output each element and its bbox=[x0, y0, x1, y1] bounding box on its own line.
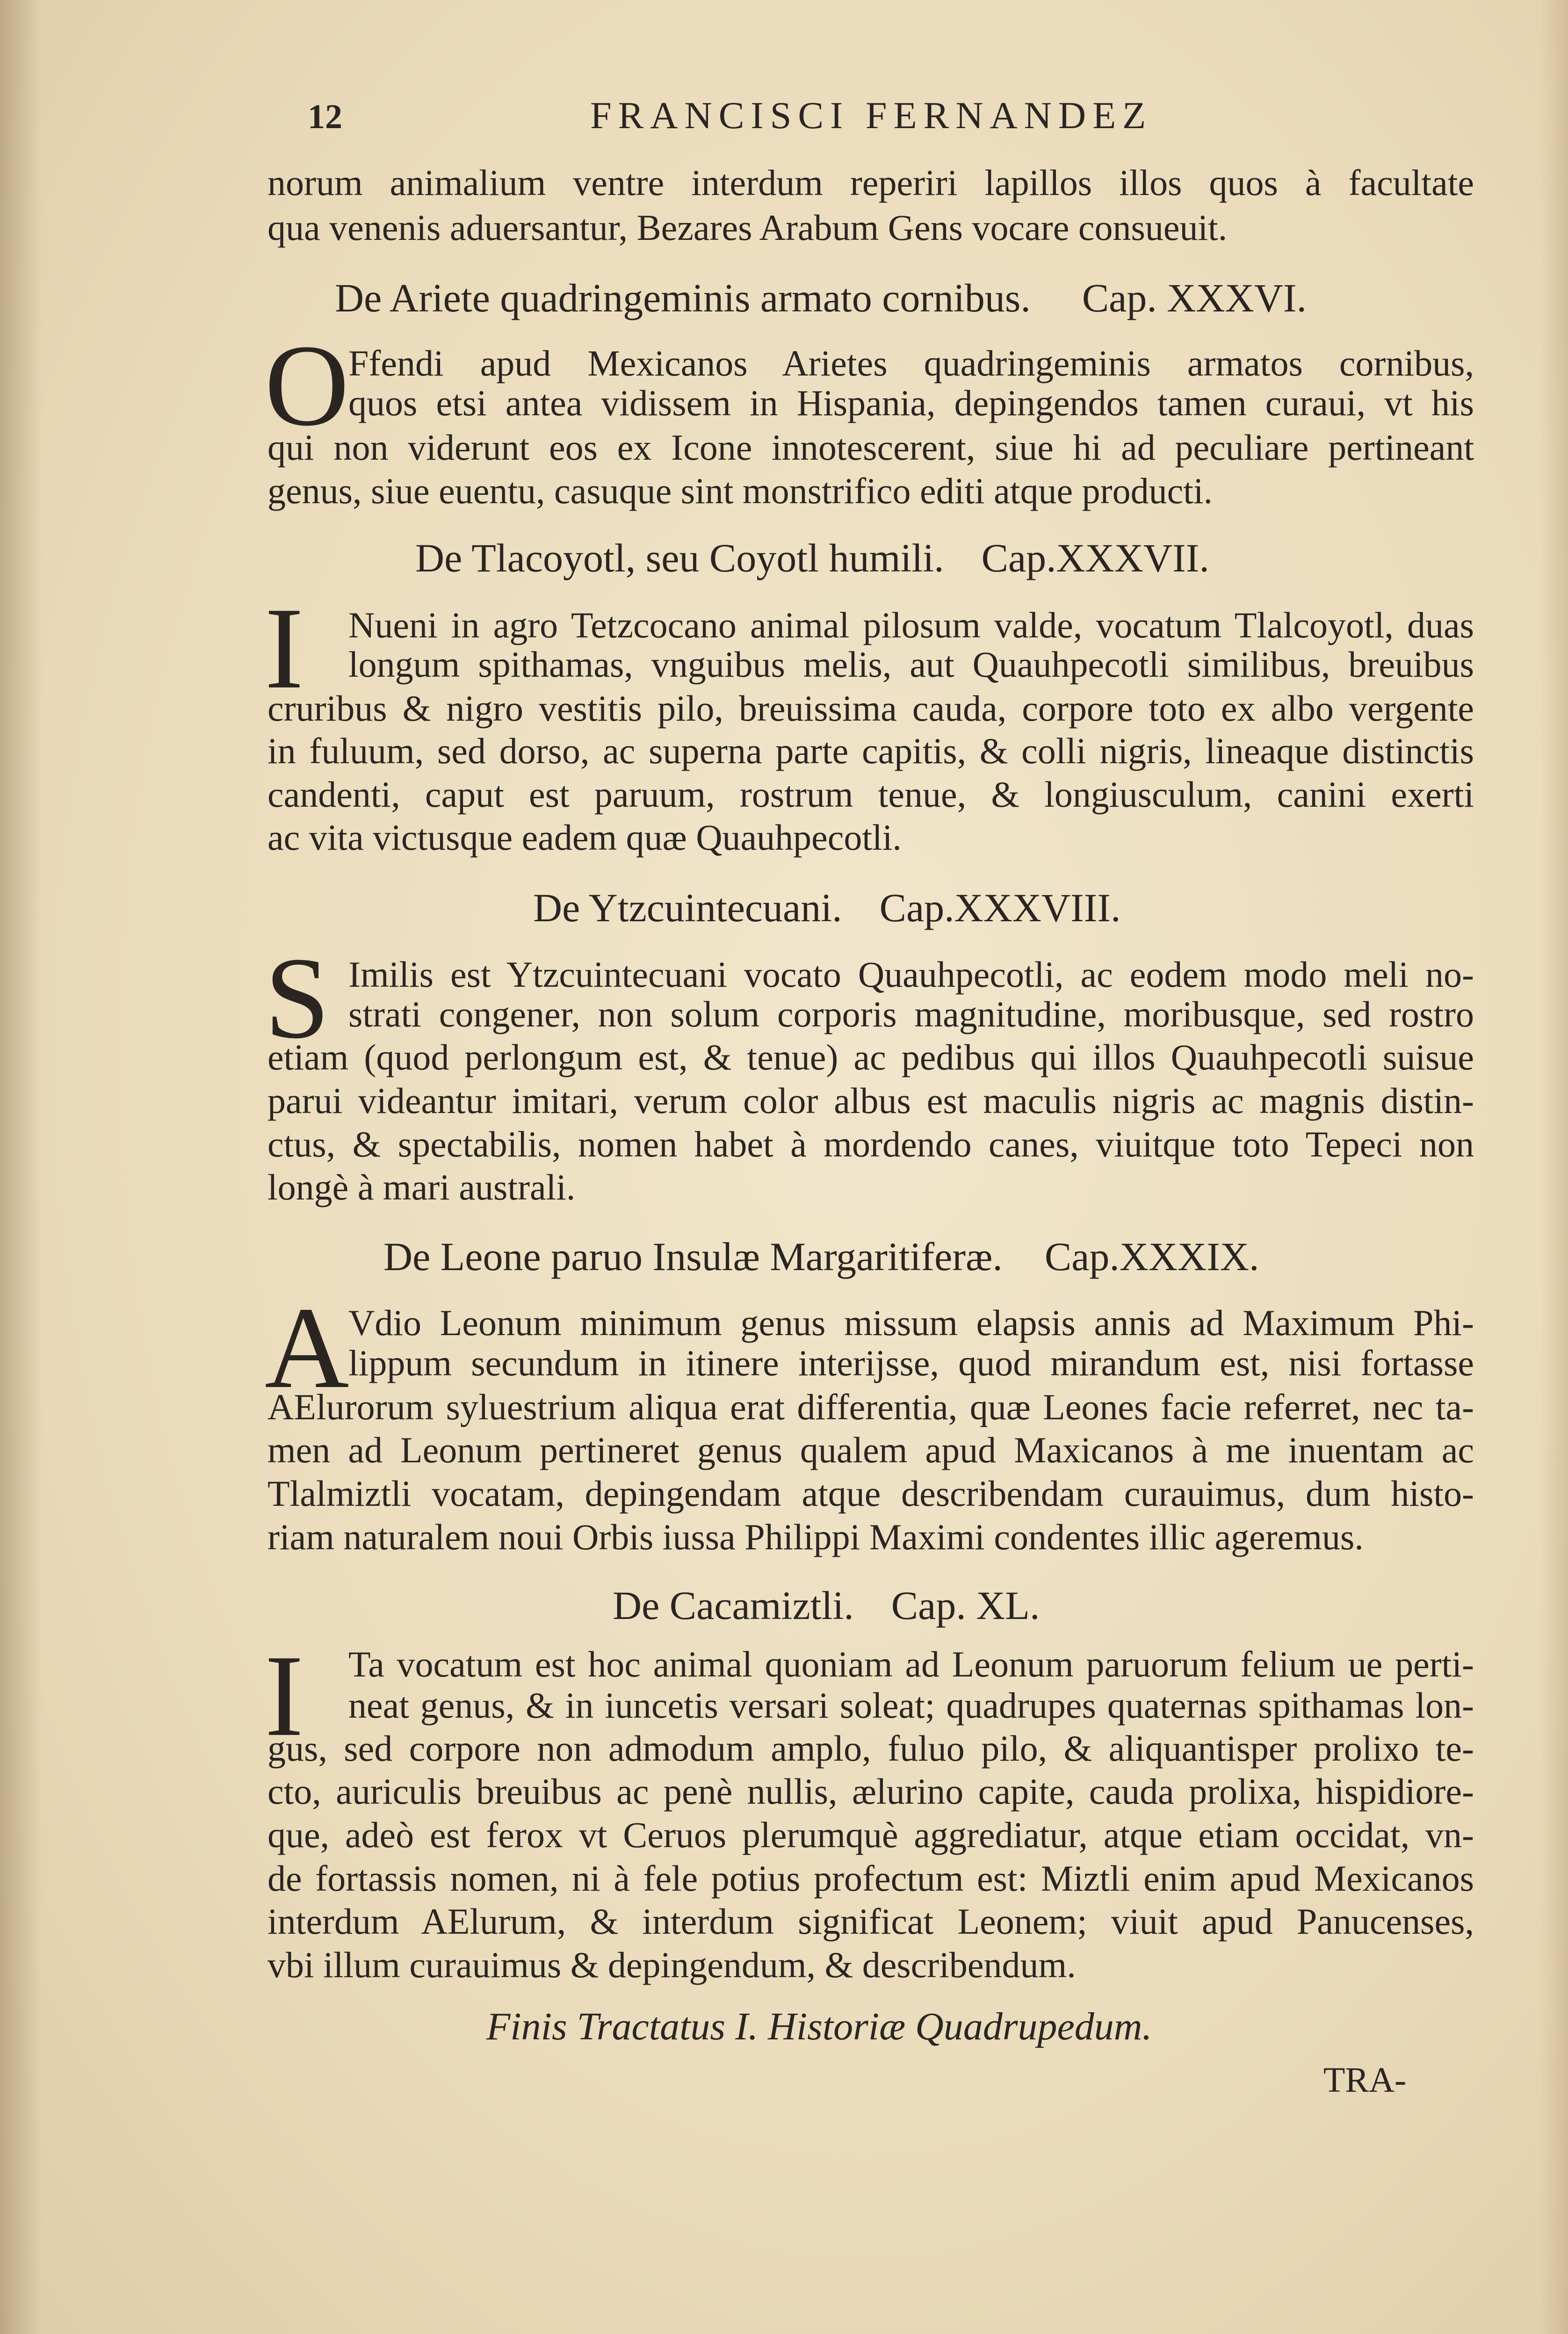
body-line: interdum AElurum, & interdum significat Leonem; viuit apud Panucenses, bbox=[267, 1901, 1474, 1942]
body-line: cto, auriculis breuibus ac penè nullis, ælurino capite, cauda prolixa, hispidiore- bbox=[267, 1771, 1474, 1812]
body-line: de fortassis nomen, ni à fele potius profectum est: Miztli enim apud Mexicanos bbox=[267, 1858, 1474, 1899]
body-line: Nueni in agro Tetzcocano animal pilosum valde, vocatum Tlalcoyotl, duas bbox=[348, 605, 1474, 645]
chapter-heading bbox=[335, 275, 1307, 320]
body-line: qua venenis aduersantur, Bezares Arabum Gens vocare consueuit. bbox=[267, 207, 1228, 248]
body-line: Vdio Leonum minimum genus missum elapsis annis ad Maximum Phi- bbox=[348, 1302, 1474, 1343]
body-line: etiam (quod perlongum est, & tenue) ac pedibus qui illos Quauhpecotli suisue bbox=[267, 1037, 1474, 1077]
body-line: norum animalium ventre interdum reperiri lapillos illos quos à facultate bbox=[267, 162, 1474, 203]
body-line: AElurorum syluestrium aliqua erat differentia, quæ Leones facie referret, nec ta- bbox=[267, 1387, 1474, 1427]
chapter-heading bbox=[415, 535, 1209, 580]
body-line: ac vita victusque eadem quæ Quauhpecotli. bbox=[267, 817, 902, 858]
chapter-heading bbox=[383, 1236, 1259, 1277]
drop-cap: I bbox=[265, 1631, 304, 1761]
body-line: lippum secundum in itinere interijsse, quod mirandum est, nisi fortasse bbox=[348, 1343, 1474, 1383]
chapter-title: De Ytzcuintecuani. bbox=[533, 885, 842, 930]
finis-line: Finis Tractatus I. Historiæ Quadrupedum. bbox=[486, 2005, 1152, 2048]
body-line: quos etsi antea vidissem in Hispania, depingendos tamen curaui, vt his bbox=[348, 383, 1474, 423]
body-line: Imilis est Ytzcuintecuani vocato Quauhpecotli, ac eodem modo meli no- bbox=[348, 954, 1474, 995]
chapter-title: De Ariete quadringeminis armato cornibus. bbox=[335, 275, 1031, 320]
chapter-heading bbox=[613, 1585, 1040, 1626]
chapter-number: Cap.XXXIX. bbox=[1044, 1234, 1259, 1279]
body-line: Tlalmiztli vocatam, depingendam atque describendam curauimus, dum histo- bbox=[267, 1473, 1474, 1514]
body-line: que, adeò est ferox vt Ceruos plerumquè aggrediatur, atque etiam occidat, vn- bbox=[267, 1814, 1474, 1855]
body-line: genus, siue euentu, casuque sint monstrifico editi atque producti. bbox=[267, 470, 1213, 511]
page-number: 12 bbox=[308, 98, 342, 136]
drop-cap: I bbox=[265, 584, 304, 713]
body-line: neat genus, & in iuncetis versari soleat; quadrupes quaternas spithamas lon- bbox=[348, 1685, 1474, 1726]
chapter-title: De Tlacoyotl, seu Coyotl humili. bbox=[415, 535, 944, 580]
body-line: in fuluum, sed dorso, ac superna parte capitis, & colli nigris, lineaque distinctis bbox=[267, 730, 1474, 771]
chapter-heading bbox=[533, 885, 1121, 930]
body-line: cruribus & nigro vestitis pilo, breuissima cauda, corpore toto ex albo vergente bbox=[267, 688, 1474, 729]
body-line: riam naturalem noui Orbis iussa Philippi Maximi condentes illic ageremus. bbox=[267, 1517, 1364, 1557]
chapter-title: De Cacamiztli. bbox=[613, 1583, 854, 1628]
gutter-shadow bbox=[0, 0, 42, 2334]
body-line: men ad Leonum pertineret genus qualem apud Maxicanos à me inuentam ac bbox=[267, 1430, 1474, 1470]
body-line: gus, sed corpore non admodum amplo, fuluo pilo, & aliquantisper prolixo te- bbox=[267, 1728, 1474, 1769]
drop-cap: A bbox=[265, 1283, 349, 1413]
body-line: Ffendi apud Mexicanos Arietes quadringeminis armatos cornibus, bbox=[348, 343, 1474, 383]
body-line: ctus, & spectabilis, nomen habet à mordendo canes, viuitque toto Tepeci non bbox=[267, 1124, 1474, 1164]
body-line: Ta vocatum est hoc animal quoniam ad Leonum paruorum felium ue perti- bbox=[348, 1644, 1474, 1684]
page-edge-shadow bbox=[1540, 0, 1568, 2334]
body-line: candenti, caput est paruum, rostrum tenue, & longiusculum, canini exerti bbox=[267, 774, 1474, 815]
running-head-title: FRANCISCI FERNANDEZ bbox=[590, 94, 1153, 137]
chapter-number: Cap.XXXVII. bbox=[981, 535, 1209, 580]
body-line: longè à mari australi. bbox=[267, 1167, 576, 1207]
drop-cap: S bbox=[265, 933, 330, 1063]
body-line: parui videantur imitari, verum color albus est maculis nigris ac magnis distin- bbox=[267, 1080, 1474, 1121]
catchword: TRA- bbox=[1323, 2060, 1407, 2100]
chapter-number: Cap.XXXVIII. bbox=[879, 885, 1121, 930]
chapter-number: Cap. XL. bbox=[891, 1583, 1040, 1628]
body-line: strati congener, non solum corporis magnitudine, moribusque, sed rostro bbox=[348, 994, 1474, 1034]
drop-cap: O bbox=[265, 321, 349, 450]
chapter-number: Cap. XXXVI. bbox=[1082, 275, 1307, 320]
body-line: vbi illum curauimus & depingendum, & describendum. bbox=[267, 1944, 1076, 1985]
chapter-title: De Leone paruo Insulæ Margaritiferæ. bbox=[383, 1234, 1003, 1279]
body-line: longum spithamas, vnguibus melis, aut Quauhpecotli similibus, breuibus bbox=[348, 644, 1474, 685]
body-line: qui non viderunt eos ex Icone innotescerent, siue hi ad peculiare pertineant bbox=[267, 427, 1474, 468]
